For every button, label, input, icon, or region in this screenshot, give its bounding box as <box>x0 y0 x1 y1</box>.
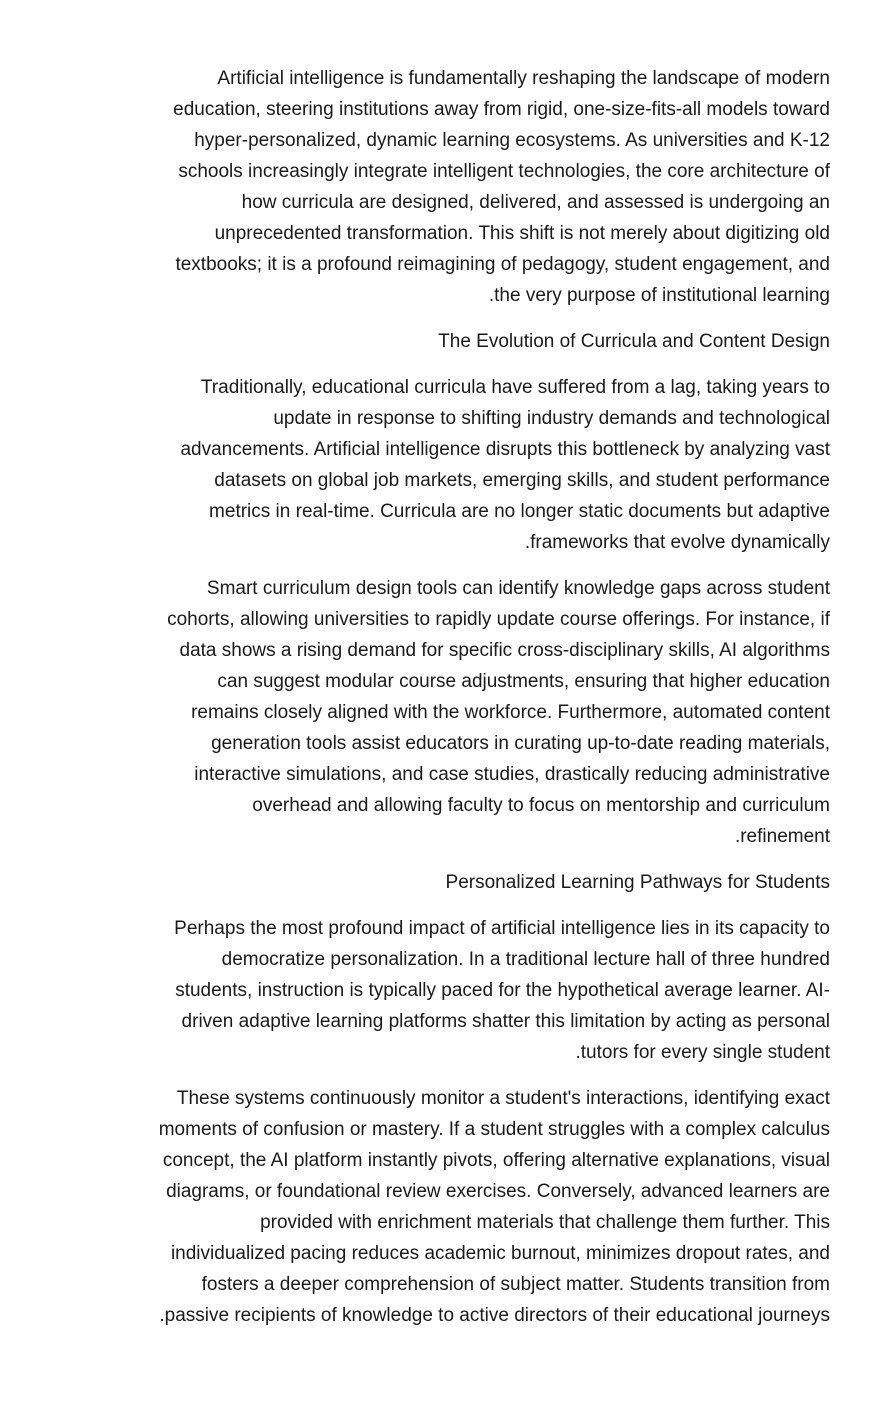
text-line: remains closely aligned with the workforce. Furthermore, automated content <box>191 702 830 723</box>
text-line: generation tools assist educators in curating up-to-date reading materials, <box>211 733 830 754</box>
text-line: driven adaptive learning platforms shatter this limitation by acting as personal <box>181 1011 830 1032</box>
text-line: overhead and allowing faculty to focus on mentorship and curriculum <box>252 795 830 816</box>
text-line: interactive simulations, and case studies, drastically reducing administrative <box>194 764 830 785</box>
text-line: Smart curriculum design tools can identify knowledge gaps across student <box>206 578 830 599</box>
paragraph-adaptive-systems <box>60 1083 830 1331</box>
text-line: concept, the AI platform instantly pivots, offering alternative explanations, visual <box>162 1150 830 1171</box>
text-line: .passive recipients of knowledge to active directors of their educational journeys <box>159 1305 830 1326</box>
paragraph-smart-curriculum <box>60 573 830 852</box>
document-page <box>60 63 830 1346</box>
text-line: data shows a rising demand for specific cross-disciplinary skills, AI algorithms <box>179 640 830 661</box>
text-line: advancements. Artificial intelligence disrupts this bottleneck by analyzing vast <box>180 439 830 460</box>
text-line: democratize personalization. In a traditional lecture hall of three hundred <box>221 949 830 970</box>
text-line: .frameworks that evolve dynamically <box>524 532 830 553</box>
text-line: textbooks; it is a profound reimagining of pedagogy, student engagement, and <box>175 254 830 275</box>
paragraph-curricula-lag <box>60 372 830 558</box>
text-line: cohorts, allowing universities to rapidly update course offerings. For instance, if <box>167 609 830 630</box>
text-line: These systems continuously monitor a student's interactions, identifying exact <box>176 1088 830 1109</box>
text-line: moments of confusion or mastery. If a student struggles with a complex calculus <box>158 1119 830 1140</box>
text-line: Artificial intelligence is fundamentally reshaping the landscape of modern <box>217 68 830 89</box>
text-line: how curricula are designed, delivered, and assessed is undergoing an <box>241 192 830 213</box>
text-line: schools increasingly integrate intelligent technologies, the core architecture of <box>178 161 830 182</box>
text-line: datasets on global job markets, emerging skills, and student performance <box>214 470 830 491</box>
text-line: metrics in real-time. Curricula are no longer static documents but adaptive <box>209 501 830 522</box>
text-line: unprecedented transformation. This shift is not merely about digitizing old <box>214 223 830 244</box>
text-line: hyper-personalized, dynamic learning ecosystems. As universities and K-12 <box>194 130 830 151</box>
text-line: individualized pacing reduces academic burnout, minimizes dropout rates, and <box>170 1243 830 1264</box>
text-line: fosters a deeper comprehension of subject matter. Students transition from <box>201 1274 830 1295</box>
text-line: update in response to shifting industry demands and technological <box>273 408 830 429</box>
text-line: diagrams, or foundational review exercises. Conversely, advanced learners are <box>166 1181 830 1202</box>
text-line: Perhaps the most profound impact of artificial intelligence lies in its capacity to <box>174 918 830 939</box>
section-heading-curricula <box>60 326 830 357</box>
text-line: .refinement <box>734 826 830 847</box>
text-line: Traditionally, educational curricula have suffered from a lag, taking years to <box>200 377 830 398</box>
text-line: .the very purpose of institutional learning <box>488 285 830 306</box>
paragraph-personalization <box>60 913 830 1068</box>
heading-text: The Evolution of Curricula and Content Design <box>438 331 830 352</box>
text-line: can suggest modular course adjustments, ensuring that higher education <box>217 671 830 692</box>
text-line: provided with enrichment materials that challenge them further. This <box>260 1212 830 1233</box>
paragraph-intro <box>60 63 830 311</box>
heading-text: Personalized Learning Pathways for Students <box>445 872 830 893</box>
text-line: students, instruction is typically paced for the hypothetical average learner. AI- <box>175 980 830 1001</box>
text-line: .tutors for every single student <box>575 1042 830 1063</box>
text-line: education, steering institutions away from rigid, one-size-fits-all models toward <box>173 99 830 120</box>
section-heading-personalized <box>60 867 830 898</box>
